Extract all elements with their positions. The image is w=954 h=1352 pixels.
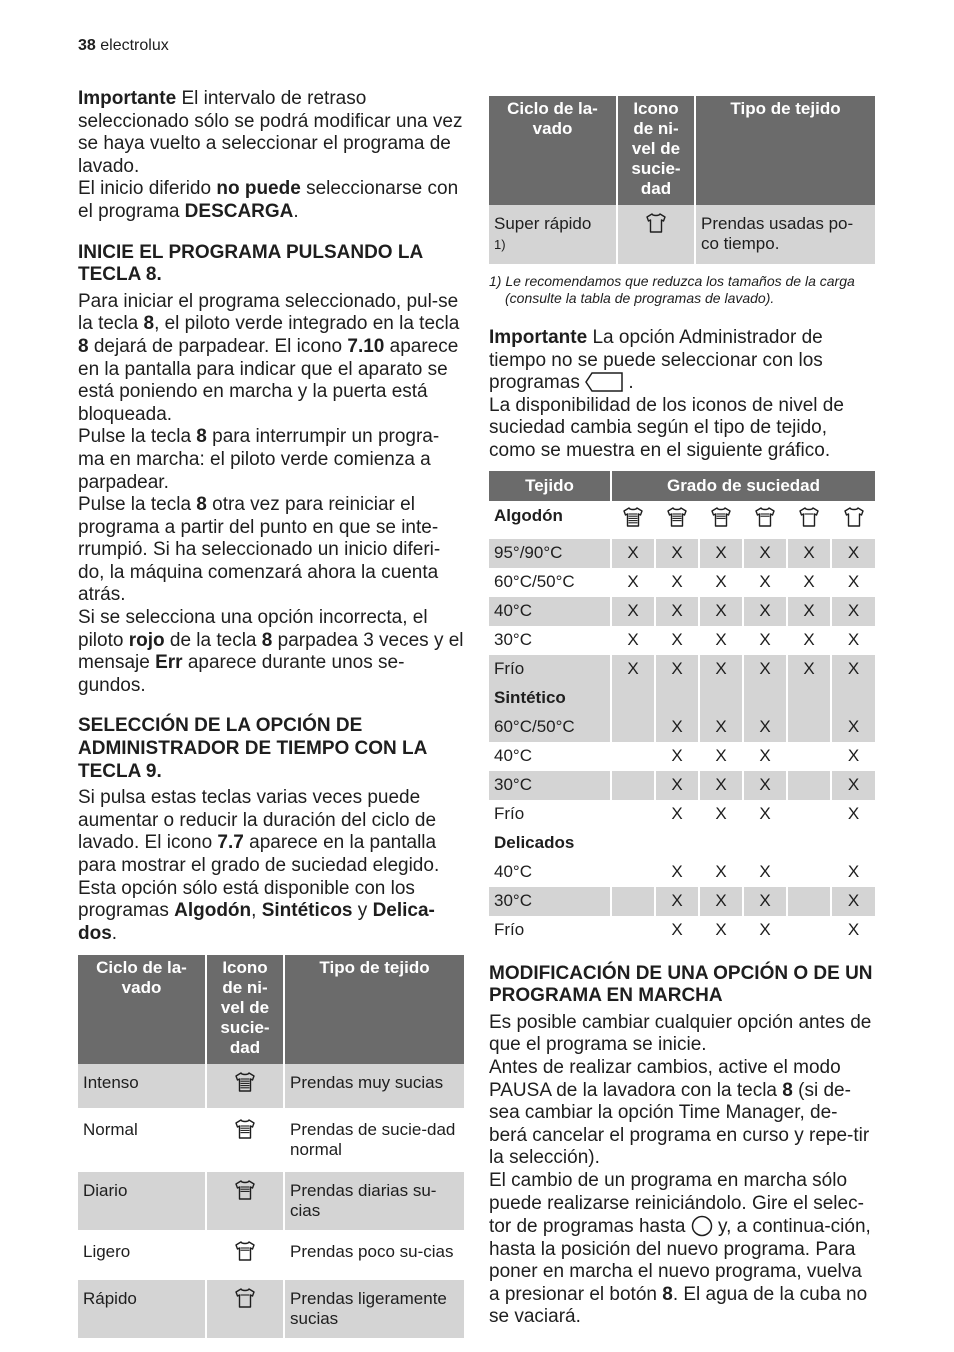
text-bold: 7.10 [347, 335, 385, 357]
mark-cell: X [611, 626, 655, 655]
diferido-paragraph [78, 178, 464, 223]
importante-text: El intervalo de retraso seleccionado sólo se podrá modificar una vez se haya vuelto a seleccionar el programa de lavado. [78, 88, 463, 177]
col-header-cycle: Ciclo de la-vado [489, 96, 617, 205]
cycle-cell: Intenso [78, 1064, 206, 1110]
mark-cell: X [787, 568, 831, 597]
icon-cell [831, 501, 875, 539]
mark-cell: X [831, 771, 875, 800]
text: Pulse la tecla [78, 494, 197, 516]
seleccion-paragraph [78, 787, 464, 945]
text: otra vez para reiniciar el programa a partir del punto en que se inte-rrumpió. Si ha seleccionado un inicio diferi-do, la máquina comenzará ahora la cuenta atrás. [78, 494, 441, 606]
mark-cell: X [831, 539, 875, 568]
mark-cell: X [831, 597, 875, 626]
mark-cell: X [699, 539, 743, 568]
text: y [352, 900, 373, 922]
table-row [489, 568, 875, 597]
mark-cell [743, 684, 787, 713]
cycle-cell: Rápido [78, 1279, 206, 1340]
inicie-paragraph-1 [78, 291, 464, 427]
inicie-paragraph-4 [78, 607, 464, 697]
icon-cell [206, 1232, 284, 1279]
mark-cell: X [743, 597, 787, 626]
mark-cell: X [743, 742, 787, 771]
soil-table [489, 471, 875, 945]
mark-cell: X [743, 655, 787, 684]
text: aparece durante unos se-gundos. [78, 652, 405, 696]
category-cell: Delicados [489, 829, 611, 858]
text: para interrumpir un progra-ma en marcha: el piloto verde comienza a parpadear. [78, 426, 440, 493]
heading-modificacion: MODIFICACIÓN DE UNA OPCIÓN O DE UN PROGRAMA EN MARCHA [489, 962, 873, 1007]
mark-cell: X [787, 655, 831, 684]
mark-cell: X [655, 800, 699, 829]
text: El cambio de un programa en marcha sólo puede realizarse reiniciándolo. Gire el selec-tor de programas hasta [489, 1169, 864, 1238]
cycle-table-continued [489, 96, 875, 267]
icon-cell [206, 1064, 284, 1110]
shirt-dirt-4-icon [665, 514, 689, 533]
mark-cell [787, 742, 831, 771]
mark-cell: X [743, 713, 787, 742]
temp-cell: 95°/90°C [489, 539, 611, 568]
mark-cell: X [699, 713, 743, 742]
table-row-category [489, 829, 875, 858]
mark-cell: X [655, 713, 699, 742]
col-header-icon: Icono de ni-vel de sucie-dad [206, 955, 284, 1064]
mark-cell [699, 684, 743, 713]
text: El inicio diferido [78, 178, 217, 200]
mark-cell: X [831, 916, 875, 945]
fabric-cell: Prendas usadas po-co tiempo. [695, 205, 875, 266]
text-bold: 8 [143, 313, 155, 335]
col-header-cycle: Ciclo de la-vado [78, 955, 206, 1064]
fabric-cell: Prendas ligeramente sucias [284, 1279, 464, 1340]
mark-cell [787, 887, 831, 916]
icon-cell [787, 501, 831, 539]
page-number: 38 [78, 37, 96, 54]
mark-cell: X [655, 539, 699, 568]
text-bold: 8 [261, 629, 273, 651]
text: Si pulsa estas teclas varias veces puede aumentar o reducir la duración del ciclo de lavado. El icono [78, 787, 437, 854]
mark-cell [831, 684, 875, 713]
table-row [78, 1232, 464, 1279]
mark-cell: X [655, 887, 699, 916]
shirt-dirt-2-icon [753, 514, 777, 533]
mark-cell [787, 829, 831, 858]
table-row [489, 800, 875, 829]
mark-cell: X [699, 568, 743, 597]
inicie-paragraph-3 [78, 494, 464, 607]
text-bold: DESCARGA [184, 200, 294, 222]
shirt-dirt-0-icon [644, 220, 668, 239]
temp-cell: 30°C [489, 771, 611, 800]
temp-cell: Frío [489, 916, 611, 945]
cycle-cell: Diario [78, 1171, 206, 1232]
mark-cell: X [787, 626, 831, 655]
cycle-cell [489, 205, 617, 266]
mark-cell: X [699, 626, 743, 655]
text-bold: Sintéticos [261, 900, 353, 922]
col-header-tejido: Tejido [489, 471, 611, 501]
shirt-dirt-4-icon [233, 1126, 257, 1145]
text: Para iniciar el programa seleccionado, pul-se la tecla [78, 290, 459, 335]
mark-cell: X [743, 858, 787, 887]
right-importante-paragraph [489, 327, 875, 395]
text-bold: Err [155, 652, 183, 674]
mark-cell [611, 858, 655, 887]
shirt-dirt-5-icon [621, 514, 645, 533]
mark-cell: X [655, 626, 699, 655]
mark-cell: X [699, 597, 743, 626]
mark-cell: X [743, 916, 787, 945]
table-row [489, 539, 875, 568]
footnote-ref: 1) [494, 237, 506, 252]
mark-cell: X [655, 742, 699, 771]
mark-cell: X [743, 626, 787, 655]
temp-cell: 40°C [489, 597, 611, 626]
fabric-cell: Prendas poco su-cias [284, 1232, 464, 1279]
cycle-cell: Normal [78, 1110, 206, 1171]
temp-cell: 40°C [489, 742, 611, 771]
mark-cell: X [655, 858, 699, 887]
importante-label: Importante [489, 327, 588, 348]
shirt-dirt-1-icon [797, 514, 821, 533]
temp-cell: 30°C [489, 626, 611, 655]
text: Pulse la tecla [78, 426, 197, 448]
cycle-cell: Ligero [78, 1232, 206, 1279]
mark-cell [611, 684, 655, 713]
text-bold: 8 [782, 1079, 793, 1101]
text: Si se selecciona una opción incorrecta, el piloto [78, 607, 428, 651]
shirt-dirt-3-icon [233, 1187, 257, 1206]
text-bold: 8 [196, 426, 207, 448]
category-cell: Sintético [489, 684, 611, 713]
icon-cell [206, 1110, 284, 1171]
table-row [489, 858, 875, 887]
text: parpadea 3 veces y el mensaje [78, 629, 464, 674]
text: Antes de realizar cambios, active el modo PAUSA de la lavadora con la tecla [489, 1056, 841, 1101]
heading-inicie: INICIE EL PROGRAMA PULSANDO LA TECLA 8. [78, 241, 423, 286]
mark-cell [611, 829, 655, 858]
mark-cell [831, 829, 875, 858]
table-row [489, 887, 875, 916]
mark-cell: X [611, 539, 655, 568]
text: aparece en la pantalla para mostrar el grado de suciedad elegido. Esta opción sólo está disponible con los programas [78, 832, 440, 922]
fabric-cell: Prendas de sucie-dad normal [284, 1110, 464, 1171]
text: , [251, 900, 262, 922]
importante-label: Importante [78, 88, 177, 109]
temp-cell: 60°C/50°C [489, 568, 611, 597]
table-row [78, 1064, 464, 1110]
mark-cell [611, 713, 655, 742]
table-row-category [489, 684, 875, 713]
text-bold: 8 [662, 1283, 673, 1305]
text-bold: 7.7 [217, 832, 244, 854]
mark-cell: X [655, 771, 699, 800]
shirt-dirt-0-icon [842, 514, 866, 533]
col-header-icon: Icono de ni-vel de sucie-dad [617, 96, 695, 205]
mark-cell [655, 684, 699, 713]
mark-cell [611, 742, 655, 771]
modificacion-paragraph-2 [489, 1057, 875, 1170]
table-row [489, 626, 875, 655]
mark-cell [787, 858, 831, 887]
mark-cell: X [787, 539, 831, 568]
text-bold: Algodón [174, 900, 252, 922]
mark-cell [611, 916, 655, 945]
mark-cell: X [743, 887, 787, 916]
inicie-paragraph-2 [78, 426, 464, 494]
text-bold: 8 [78, 335, 89, 357]
mark-cell [611, 771, 655, 800]
footnote: 1) Le recomendamos que reduzca los tamaños de la carga (consulte la tabla de programas de lavado). [489, 273, 855, 306]
text: . [293, 200, 299, 222]
mark-cell [611, 800, 655, 829]
modificacion-paragraph-3 [489, 1170, 875, 1329]
cycle-table [78, 955, 464, 1341]
col-header-fabric: Tipo de tejido [284, 955, 464, 1064]
mark-cell: X [611, 597, 655, 626]
modificacion-paragraph-1: Es posible cambiar cualquier opción antes de que el programa se inicie. [489, 1011, 872, 1056]
icon-cell [206, 1279, 284, 1340]
table-row [489, 655, 875, 684]
temp-cell: 30°C [489, 887, 611, 916]
mark-cell [611, 887, 655, 916]
mark-cell: X [655, 916, 699, 945]
temp-cell: 60°C/50°C [489, 713, 611, 742]
icon-cell [655, 501, 699, 539]
mark-cell: X [699, 655, 743, 684]
mark-cell: X [699, 800, 743, 829]
mark-cell: X [699, 858, 743, 887]
mark-cell: X [831, 626, 875, 655]
table-row [78, 1110, 464, 1171]
text: seleccionarse con el programa [78, 178, 459, 222]
mark-cell: X [699, 771, 743, 800]
table-row [489, 916, 875, 945]
importante-paragraph [78, 88, 464, 178]
text: . [111, 922, 118, 944]
col-header-grado: Grado de suciedad [611, 471, 875, 501]
temp-cell: Frío [489, 655, 611, 684]
mark-cell: X [831, 887, 875, 916]
icon-cell [699, 501, 743, 539]
shirt-dirt-3-icon [709, 514, 733, 533]
text: . El agua de la cuba no se vaciará. [489, 1283, 868, 1328]
rectangle-program-icon [585, 372, 623, 392]
text: , el piloto verde integrado en la tecla [154, 313, 460, 335]
table-row-category [489, 501, 875, 539]
text-bold: rojo [128, 629, 165, 651]
table-row [78, 1171, 464, 1232]
mark-cell [787, 771, 831, 800]
text: La opción Administrador de tiempo no se puede seleccionar con los programas [489, 327, 823, 394]
mark-cell: X [611, 655, 655, 684]
mark-cell: X [831, 568, 875, 597]
page-header [78, 37, 169, 55]
table-row [489, 742, 875, 771]
circle-off-icon [691, 1215, 713, 1237]
icon-cell [617, 205, 695, 266]
mark-cell: X [743, 771, 787, 800]
disponibilidad-paragraph: La disponibilidad de los iconos de nivel de suciedad cambia según el tipo de tejido, como se muestra en el siguiente gráfico. [489, 394, 844, 461]
mark-cell [699, 829, 743, 858]
text: . [623, 372, 634, 394]
mark-cell [743, 829, 787, 858]
icon-cell [206, 1171, 284, 1232]
mark-cell: X [699, 916, 743, 945]
icon-cell [743, 501, 787, 539]
category-cell: Algodón [489, 501, 611, 539]
mark-cell: X [699, 887, 743, 916]
mark-cell: X [831, 655, 875, 684]
mark-cell [787, 713, 831, 742]
col-header-fabric: Tipo de tejido [695, 96, 875, 205]
mark-cell [787, 916, 831, 945]
left-column [78, 88, 464, 1341]
text-bold: 8 [196, 494, 207, 516]
brand-name: electrolux [100, 37, 169, 54]
table-row [489, 771, 875, 800]
right-column [489, 96, 875, 1329]
temp-cell: 40°C [489, 858, 611, 887]
mark-cell: X [831, 858, 875, 887]
table-row [489, 205, 875, 266]
mark-cell: X [743, 800, 787, 829]
mark-cell: X [831, 742, 875, 771]
text: y, a continua-ción, hasta la posición del nuevo programa. Para poner en marcha el nuevo programa, vuelva a presionar el botón [489, 1216, 871, 1305]
mark-cell: X [655, 568, 699, 597]
shirt-dirt-2-icon [233, 1248, 257, 1267]
text: dejará de parpadear. El icono [88, 335, 348, 357]
table-row [489, 713, 875, 742]
mark-cell: X [787, 597, 831, 626]
text-bold: no puede [216, 178, 301, 200]
mark-cell: X [831, 713, 875, 742]
table-row [489, 597, 875, 626]
text: de la tecla [164, 629, 262, 651]
mark-cell [787, 684, 831, 713]
mark-cell: X [743, 568, 787, 597]
mark-cell: X [655, 655, 699, 684]
icon-cell [611, 501, 655, 539]
shirt-dirt-1-icon [233, 1295, 257, 1314]
fabric-cell: Prendas muy sucias [284, 1064, 464, 1110]
mark-cell: X [831, 800, 875, 829]
text: (si de-sea cambiar la opción Time Manager, de-berá cancelar el programa en curso y repe-tir la selección). [489, 1079, 870, 1169]
mark-cell: X [655, 597, 699, 626]
mark-cell: X [699, 742, 743, 771]
temp-cell: Frío [489, 800, 611, 829]
text-bold: Delica-dos [78, 900, 435, 944]
heading-seleccion: SELECCIÓN DE LA OPCIÓN DE ADMINISTRADOR DE TIEMPO CON LA TECLA 9. [78, 715, 427, 782]
cycle-name: Super rápido [494, 214, 592, 233]
mark-cell: X [611, 568, 655, 597]
mark-cell: X [743, 539, 787, 568]
text: aparece en la pantalla para indicar que el aparato se está poniendo en marcha y la puerta está bloqueada. [78, 335, 459, 425]
shirt-dirt-5-icon [233, 1079, 257, 1098]
table-row [78, 1279, 464, 1340]
mark-cell [787, 800, 831, 829]
mark-cell [655, 829, 699, 858]
fabric-cell: Prendas diarias su-cias [284, 1171, 464, 1232]
